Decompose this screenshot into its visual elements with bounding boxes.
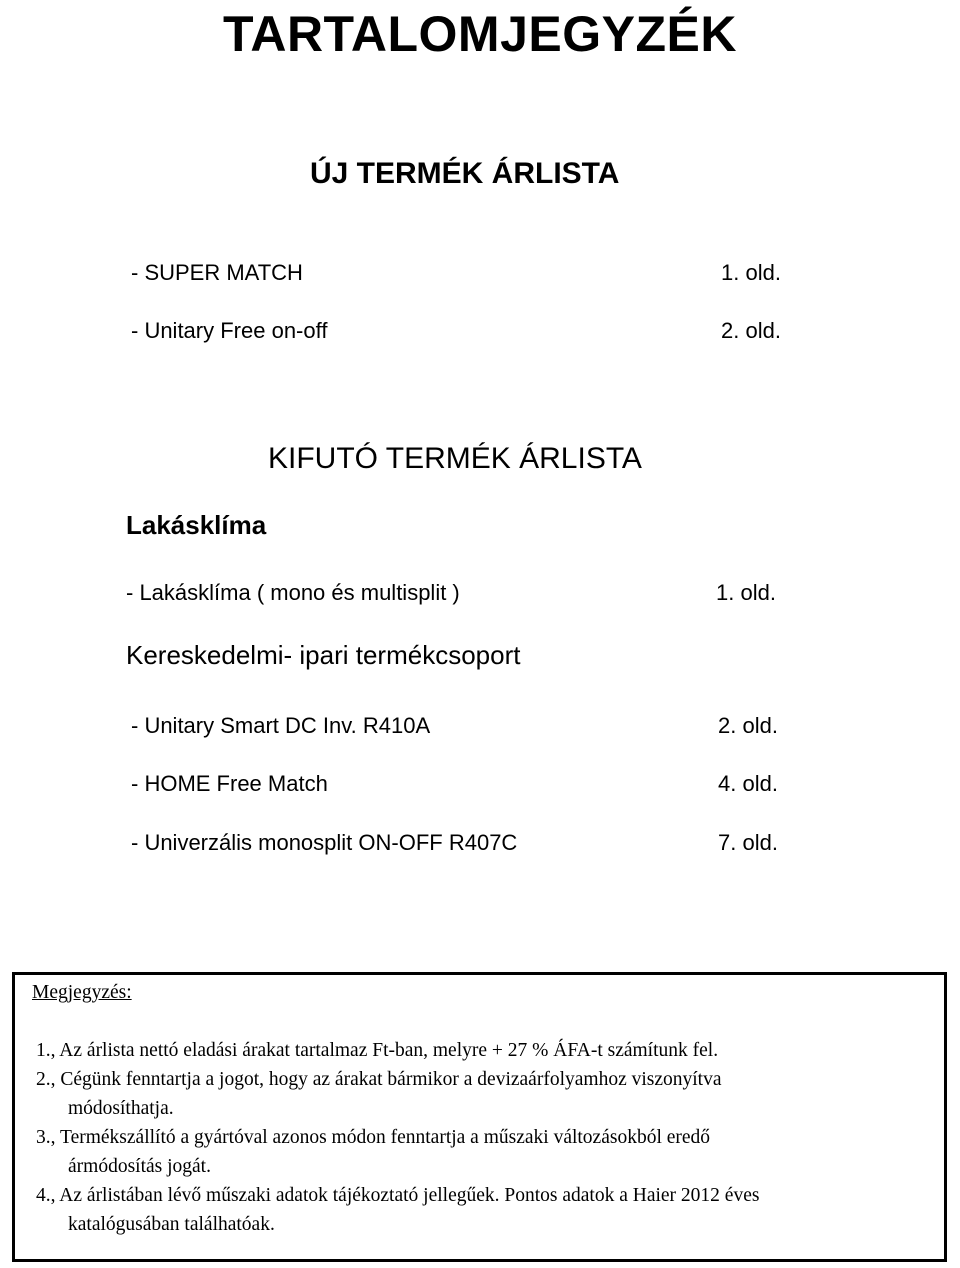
note-number: 2. [36,1069,51,1090]
note-text-continued: katalógusában találhatóak. [68,1214,275,1235]
toc-item-page: 4. old. [718,771,778,796]
note-text: , Cégünk fenntartja a jogot, hogy az árakat bármikor a devizaárfolyamhoz viszonyítva [50,1069,722,1090]
group-title-lakasklima: Lakásklíma [126,510,267,540]
toc-item-label[interactable]: - Univerzális monosplit ON-OFF R407C [131,830,518,855]
toc-item-page: 7. old. [718,830,778,855]
toc-item-label[interactable]: - HOME Free Match [131,771,328,796]
note-number: 3. [36,1127,51,1148]
note-item [36,1036,926,1065]
note-item [36,1181,926,1239]
outgoing-products-heading: KIFUTÓ TERMÉK ÁRLISTA [268,442,642,475]
notes-box [12,972,947,1262]
note-text: , Termékszállító a gyártóval azonos módon fenntartja a műszaki változásokból eredő [50,1127,711,1148]
toc-item-page: 1. old. [716,580,776,605]
toc-item-label[interactable]: - SUPER MATCH [131,260,303,285]
note-text: , Az árlistában lévő műszaki adatok tájékoztató jellegűek. Pontos adatok a Haier 2012 éves [50,1185,760,1206]
note-text: , Az árlista nettó eladási árakat tartalmaz Ft-ban, melyre + 27 % ÁFA-t számítunk fel. [50,1040,719,1061]
note-item [36,1065,926,1123]
notes-title: Megjegyzés: [32,982,132,1003]
toc-item-page: 1. old. [721,260,781,285]
toc-item-label[interactable]: - Unitary Free on-off [131,318,328,343]
note-number: 1. [36,1040,51,1061]
note-number: 4. [36,1185,51,1206]
note-item [36,1123,926,1181]
note-text-continued: módosíthatja. [68,1098,174,1119]
toc-item-page: 2. old. [721,318,781,343]
group-title-commercial: Kereskedelmi- ipari termékcsoport [126,640,521,670]
toc-item-page: 2. old. [718,713,778,738]
page-title: TARTALOMJEGYZÉK [223,6,737,62]
toc-item-label[interactable]: - Lakásklíma ( mono és multisplit ) [126,580,460,605]
new-products-heading: ÚJ TERMÉK ÁRLISTA [310,157,620,190]
toc-item-label[interactable]: - Unitary Smart DC Inv. R410A [131,713,431,738]
note-text-continued: ármódosítás jogát. [68,1156,211,1177]
